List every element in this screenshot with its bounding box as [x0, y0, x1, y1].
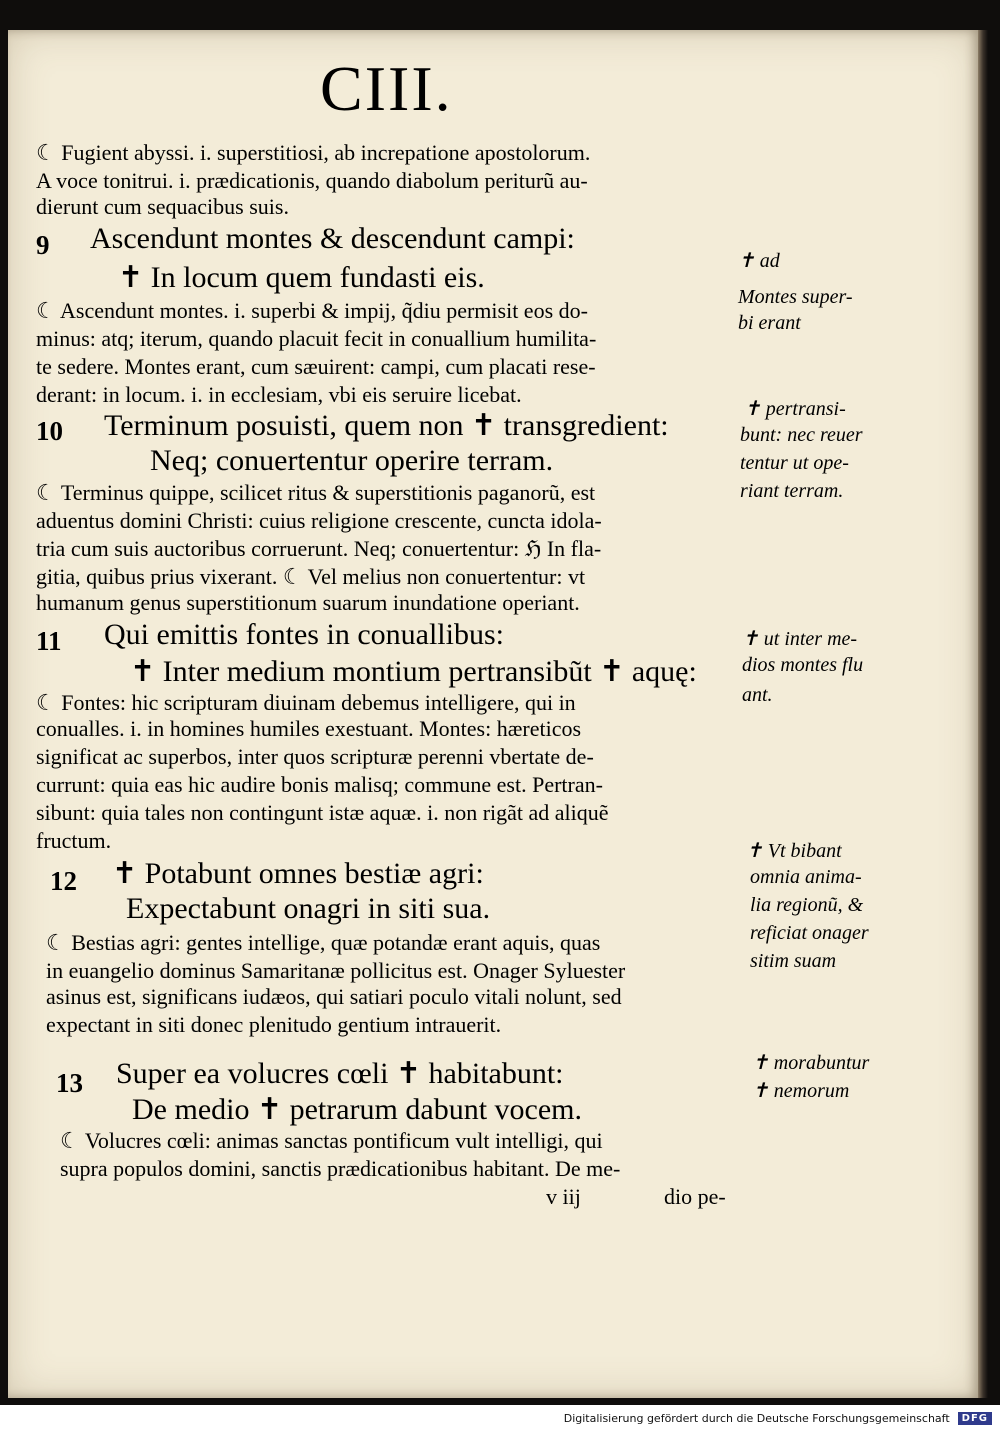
- commentary-line: te sedere. Montes erant, cum sæuirent: campi, cum placati rese-: [36, 354, 596, 379]
- commentary-line: ☾ Ascendunt montes. i. superbi & impij, q̃diu permisit eos do-: [36, 298, 588, 323]
- commentary-line: fructum.: [36, 828, 112, 853]
- verse-number: 12: [50, 866, 77, 896]
- commentary-line: aduentus domini Christi: cuius religione crescente, cuncta idola-: [36, 508, 602, 533]
- commentary-line: ☾ Terminus quippe, scilicet ritus & superstitionis paganorũ, est: [36, 480, 596, 505]
- verse-number: 11: [36, 626, 62, 656]
- verse-line: De medio ✝ petrarum dabunt vocem.: [132, 1093, 582, 1126]
- verse-line: ✝ Inter medium montium pertransibũt ✝ aquę:: [130, 655, 697, 688]
- commentary-line: A voce tonitrui. i. prædicationis, quando diabolum periturũ au-: [36, 168, 588, 193]
- margin-note: riant terram.: [740, 480, 844, 502]
- verse-line: ✝ Potabunt omnes bestiæ agri:: [112, 857, 484, 890]
- margin-note: bunt: nec reuer: [740, 424, 863, 446]
- page-edge: [978, 30, 988, 1398]
- verse-line: Terminum posuisti, quem non ✝ transgredient:: [104, 409, 669, 442]
- commentary-line: derant: in locum. i. in ecclesiam, vbi eis seruire licebat.: [36, 382, 522, 407]
- folio-number: CIII.: [320, 53, 453, 124]
- margin-note: bi erant: [738, 312, 801, 334]
- commentary-line: sibunt: quia tales non contingunt istæ aquæ. i. non rigãt ad aliquẽ: [36, 800, 609, 825]
- commentary-line: expectant in siti donec plenitudo gentium intrauerit.: [46, 1012, 502, 1037]
- commentary-line: currunt: quia eas hic audire bonis malisq; commune est. Pertran-: [36, 772, 603, 797]
- margin-note: ✝ Vt bibant: [746, 840, 842, 862]
- margin-note: reficiat onager: [750, 922, 869, 944]
- commentary-line: supra populos domini, sanctis prædicationibus habitant. De me-: [60, 1156, 621, 1181]
- commentary-line: asinus est, significans iudæos, qui satiari poculo vitali nolunt, sed: [46, 984, 622, 1009]
- verse-line: Ascendunt montes & descendunt campi:: [90, 222, 575, 255]
- commentary-line: ☾ Volucres cœli: animas sanctas pontificum vult intelligi, qui: [60, 1128, 603, 1153]
- margin-note: lia regionũ, &: [750, 894, 864, 916]
- margin-note: ✝ ut inter me-: [742, 628, 858, 650]
- verse-line: Neq; conuertentur operire terram.: [150, 444, 554, 477]
- commentary-line: dierunt cum sequacibus suis.: [36, 194, 289, 219]
- commentary-line: ☾ Fugient abyssi. i. superstitiosi, ab increpatione apostolorum.: [36, 140, 591, 165]
- commentary-line: in euangelio dominus Samaritanæ pollicitus est. Onager Syluester: [46, 958, 626, 983]
- margin-note: dios montes flu: [742, 654, 864, 676]
- commentary-line: ☾ Fontes: hic scripturam diuinam debemus intelligere, qui in: [36, 690, 576, 715]
- margin-note: ✝ nemorum: [752, 1080, 850, 1102]
- commentary-line: tria cum suis auctoribus corruerunt. Neq; conuertentur: ℌ In fla-: [36, 536, 602, 561]
- margin-note: tentur ut ope-: [740, 452, 849, 474]
- margin-note: ant.: [742, 684, 773, 706]
- commentary-line: significat ac superbos, inter quos scripturæ perenni vbertate de-: [36, 744, 594, 769]
- commentary-line: ☾ Bestias agri: gentes intellige, quæ potandæ erant aquis, quas: [46, 930, 601, 955]
- margin-note: sitim suam: [750, 950, 837, 972]
- dfg-logo: DFG: [958, 1412, 992, 1425]
- commentary-line: minus: atq; iterum, quando placuit fecit in conuallium humilita-: [36, 326, 597, 351]
- margin-note: omnia anima-: [750, 866, 862, 888]
- verse-number: 10: [36, 416, 63, 446]
- commentary-line: gitia, quibus prius vixerant. ☾ Vel melius non conuertentur: vt: [36, 564, 586, 589]
- verse-line: ✝ In locum quem fundasti eis.: [118, 261, 485, 294]
- commentary-line: conualles. i. in homines humiles exestuant. Montes: hæreticos: [36, 716, 582, 741]
- verse-line: Expectabunt onagri in siti sua.: [126, 892, 491, 925]
- signature-mark: v iij: [546, 1184, 581, 1209]
- margin-note: Montes super-: [738, 286, 853, 308]
- funding-credit-bar: [0, 1407, 1000, 1429]
- verse-number: 9: [36, 230, 50, 260]
- catchword: dio pe-: [664, 1184, 726, 1209]
- margin-note: ✝ pertransi-: [744, 398, 846, 420]
- verse-line: Super ea volucres cœli ✝ habitabunt:: [116, 1057, 564, 1090]
- funding-credit-text: Digitalisierung gefördert durch die Deutsche Forschungsgemeinschaft: [563, 1411, 950, 1425]
- commentary-line: humanum genus superstitionum suarum inundatione operiant.: [36, 590, 580, 615]
- margin-note: ✝ ad: [738, 250, 780, 272]
- verse-number: 13: [56, 1068, 83, 1098]
- margin-note: ✝ morabuntur: [752, 1052, 870, 1074]
- verse-line: Qui emittis fontes in conuallibus:: [104, 618, 504, 651]
